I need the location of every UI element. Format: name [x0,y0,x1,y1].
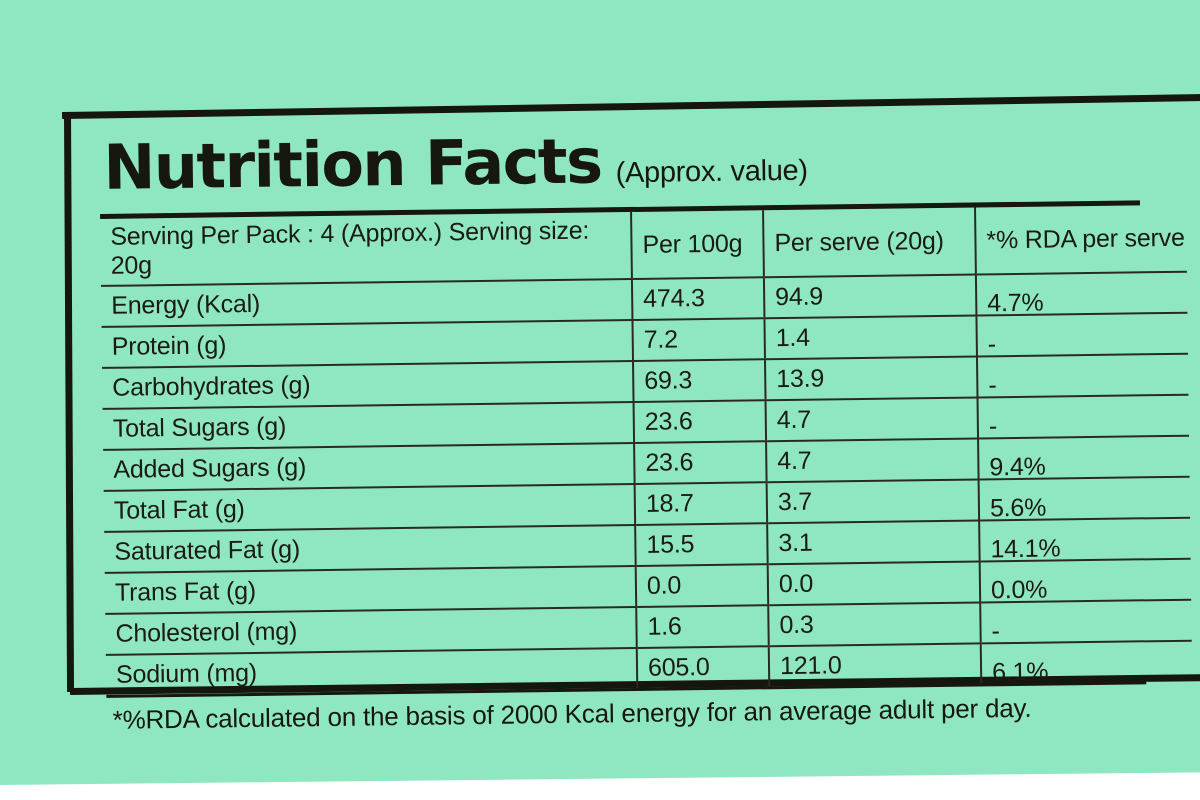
value-per-100g: 69.3 [633,359,766,402]
header-rda-text: *% RDA per serve [986,223,1185,254]
value-per-serve: 1.4 [764,316,977,360]
nutrition-facts-panel [95,121,1185,736]
header-per-100g: Per 100g [631,210,764,279]
rda-footnote: *%RDA calculated on the basis of 2000 Kcal energy for an average adult per day. [112,692,1032,735]
value-per-serve: 0.0 [768,562,981,606]
value-rda [977,354,1189,398]
value-per-serve: 4.7 [766,398,979,442]
value-per-100g: 474.3 [632,277,765,320]
value-per-100g: 7.2 [632,318,765,361]
value-rda-text: 9.4% [989,452,1046,482]
value-rda [980,559,1192,603]
value-per-serve: 121.0 [769,644,982,687]
value-per-100g: 605.0 [637,646,770,688]
value-per-100g: 15.5 [635,523,768,566]
value-rda [978,395,1190,439]
value-rda-text: 0.0% [990,575,1048,605]
page-title: Nutrition Facts [102,124,602,204]
nutrient-name: Sodium (mg) [115,659,258,689]
value-per-serve: 0.3 [768,603,981,647]
value-per-100g: 23.6 [634,441,767,484]
nutrient-name: Added Sugars (g) [103,443,634,491]
value-rda [976,272,1188,316]
nutrient-name: Protein (g) [102,320,633,368]
value-rda [980,600,1192,644]
value-per-100g: 0.0 [636,564,769,607]
nutrient-name: Carbohydrates (g) [102,361,633,409]
title-approx-note: (Approx. value) [615,154,808,190]
value-per-100g: 23.6 [634,400,767,443]
value-rda [978,436,1190,480]
value-rda-text: 6.1% [991,657,1049,687]
value-rda-text: 5.6% [989,493,1047,523]
value-rda-text: - [987,330,997,359]
value-per-100g: 1.6 [636,605,769,648]
header-per-serve: Per serve (20g) [763,208,976,278]
header-serving-info: Serving Per Pack : 4 (Approx.) Serving size: 20g [100,212,632,286]
nutrient-name: Energy (Kcal) [101,279,632,327]
nutrient-name: Saturated Fat (g) [104,525,635,573]
value-per-serve: 3.1 [767,521,980,565]
nutrient-name: Trans Fat (g) [105,566,636,614]
value-rda [979,518,1191,562]
nutrient-name: Cholesterol (mg) [105,607,636,655]
value-rda-text: - [988,371,997,400]
value-per-serve: 94.9 [764,275,977,319]
nutrient-name: Total Fat (g) [104,484,635,532]
value-per-serve: 13.9 [765,357,978,401]
value-rda-text: - [991,617,1000,646]
value-rda [981,641,1193,687]
header-rda-per-serve [975,205,1187,275]
nutrient-name: Total Sugars (g) [103,402,634,450]
value-rda [979,477,1191,521]
value-rda-text: - [988,412,998,441]
value-rda-text: 4.7% [987,288,1044,318]
nutrition-table [100,205,1192,695]
value-rda [976,313,1188,357]
value-per-serve: 3.7 [767,480,980,524]
value-per-100g: 18.7 [635,482,768,525]
value-rda-text: 14.1% [990,534,1061,564]
value-per-serve: 4.7 [766,439,979,483]
panel-title-row [102,121,1156,204]
